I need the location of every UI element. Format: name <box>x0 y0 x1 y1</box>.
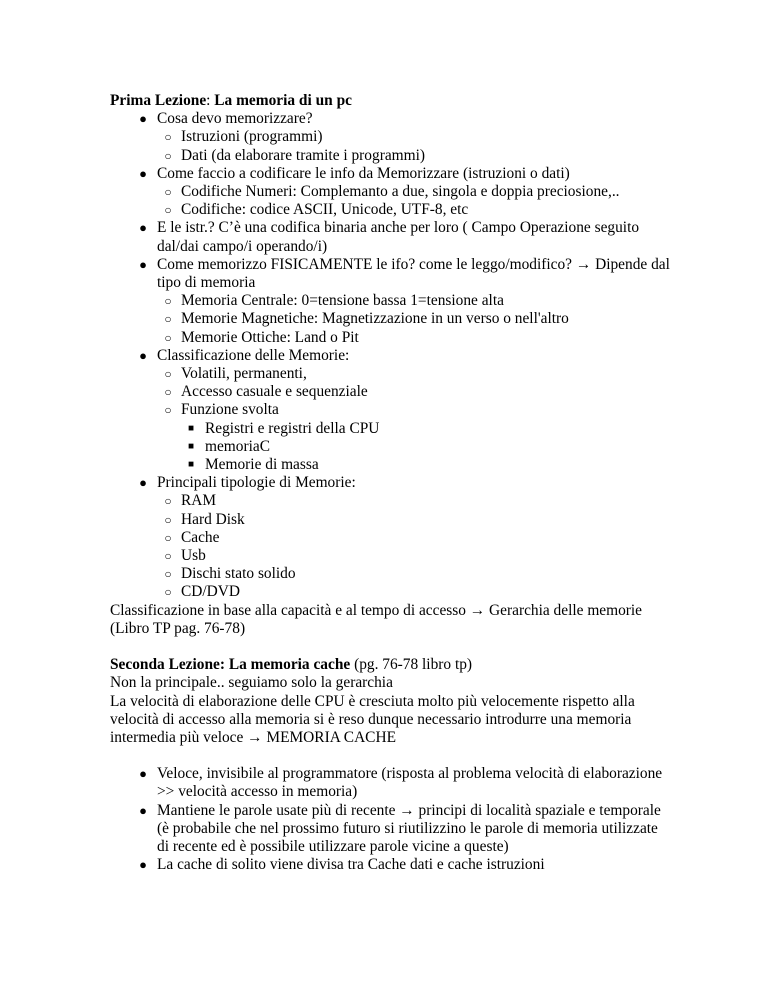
list-item-level-2 <box>110 201 670 219</box>
section-spacer <box>110 638 670 656</box>
list-item-text: Memoria Centrale: 0=tensione bassa 1=tensione alta <box>181 292 504 310</box>
list-item-text: Usb <box>181 547 206 565</box>
bullet-icon: ● <box>139 220 147 236</box>
bullet-icon: ● <box>139 857 147 873</box>
list-item-level-2 <box>110 183 670 201</box>
bullet-icon: ● <box>139 165 147 181</box>
list-item-text: memoriaC <box>205 437 270 455</box>
list-item-text: CD/DVD <box>181 583 240 601</box>
lesson1-closing: Classificazione in base alla capacità e al tempo di accesso → Gerarchia delle memorie (Libro TP pag. 76-78) <box>110 601 643 637</box>
list-item-level-2 <box>110 292 670 310</box>
list-item-level-3 <box>110 438 670 456</box>
list-item-text: Memorie Magnetiche: Magnetizzazione in un verso o nell'altro <box>181 310 569 328</box>
list-item-text: Funzione svolta <box>181 401 279 419</box>
list-item-level-2 <box>110 401 670 419</box>
list-item-text: Dischi stato solido <box>181 565 296 583</box>
list-item-text: Codifiche Numeri: Complemanto a due, singola e doppia preciosione,.. <box>181 183 620 201</box>
lesson1-title-separator: : <box>206 92 215 109</box>
list-item-level-2 <box>110 511 670 529</box>
circle-bullet-icon: ○ <box>164 367 172 382</box>
lesson2-title-bold: Seconda Lezione: La memoria cache <box>110 656 351 674</box>
lesson2-title <box>110 656 670 674</box>
list-item-text: Classificazione delle Memorie: <box>157 346 350 364</box>
circle-bullet-icon: ○ <box>164 330 172 345</box>
list-item-level-2 <box>110 583 670 601</box>
circle-bullet-icon: ○ <box>164 294 172 309</box>
list-item-text: Come faccio a codificare le info da Memorizzare (istruzioni o dati) <box>157 164 570 182</box>
circle-bullet-icon: ○ <box>164 512 172 527</box>
circle-bullet-icon: ○ <box>164 530 172 545</box>
circle-bullet-icon: ○ <box>164 385 172 400</box>
list-item-level-1 <box>110 347 670 365</box>
circle-bullet-icon: ○ <box>164 567 172 582</box>
circle-bullet-icon: ○ <box>164 203 172 218</box>
list-item-text: Cache <box>181 528 220 546</box>
list-item-level-1 <box>110 110 670 128</box>
list-item-level-2 <box>110 492 670 510</box>
list-item-text: Principali tipologie di Memorie: <box>157 474 356 492</box>
circle-bullet-icon: ○ <box>164 549 172 564</box>
list-item-level-2 <box>110 529 670 547</box>
bullet-icon: ● <box>139 802 147 818</box>
list-item-text: E le istr.? C’è una codifica binaria anche per loro ( Campo Operazione seguito dal/dai campo/i operando/i) <box>157 219 640 255</box>
list-item-level-2 <box>110 365 670 383</box>
bullet-icon: ● <box>139 111 147 127</box>
list-item-level-3 <box>110 456 670 474</box>
list-item-level-3 <box>110 420 670 438</box>
list-item-level-2 <box>110 128 670 146</box>
lesson1-title <box>110 92 670 110</box>
bullet-icon: ● <box>139 766 147 782</box>
square-bullet-icon: ■ <box>187 440 195 452</box>
list-item-text: Istruzioni (programmi) <box>181 128 323 146</box>
list-item-text: Cosa devo memorizzare? <box>157 110 313 128</box>
list-item-level-1 <box>110 856 670 874</box>
bullet-icon: ● <box>139 256 147 272</box>
list-item-level-2 <box>110 383 670 401</box>
list-item-text: RAM <box>181 492 217 510</box>
list-item-text: Codifiche: codice ASCII, Unicode, UTF-8, etc <box>181 201 469 219</box>
list-item-level-1 <box>110 256 670 292</box>
list-item-level-2 <box>110 565 670 583</box>
lesson1-outline <box>110 110 670 601</box>
list-item-level-2 <box>110 310 670 328</box>
list-item-level-2 <box>110 147 670 165</box>
list-item-level-2 <box>110 329 670 347</box>
list-item-text: Accesso casuale e sequenziale <box>181 383 368 401</box>
list-item-level-1 <box>110 219 670 255</box>
list-item-text: Memorie di massa <box>205 456 319 474</box>
circle-bullet-icon: ○ <box>164 585 172 600</box>
lesson1-title-rest: La memoria di un pc <box>214 92 352 109</box>
lesson2-paragraph-1: Non la principale.. seguiamo solo la gerarchia <box>110 674 393 692</box>
list-item-text: Hard Disk <box>181 510 245 528</box>
bullet-icon: ● <box>139 347 147 363</box>
list-item-level-2 <box>110 547 670 565</box>
list-item-level-1 <box>110 165 670 183</box>
square-bullet-icon: ■ <box>187 459 195 471</box>
circle-bullet-icon: ○ <box>164 185 172 200</box>
lesson2-title-rest: (pg. 76-78 libro tp) <box>350 656 473 674</box>
list-item-text: Registri e registri della CPU <box>205 419 380 437</box>
list-item-level-1 <box>110 765 670 801</box>
list-item-text: Mantiene le parole usate più di recente → principi di località spaziale e temporale (è probabile che nel prossimo futuro si riutilizzino le parole di memoria utilizzate di recente ed è possibile utilizzare parole vicine a queste) <box>157 801 661 855</box>
list-item-text: Dati (da elaborare tramite i programmi) <box>181 146 426 164</box>
list-item-text: Memorie Ottiche: Land o Pit <box>181 328 359 346</box>
lesson2-outline <box>110 765 670 874</box>
list-item-text: La cache di solito viene divisa tra Cache dati e cache istruzioni <box>157 856 545 874</box>
list-item-text: Come memorizzo FISICAMENTE le ifo? come le leggo/modifico? → Dipende dal tipo di memoria <box>157 255 670 292</box>
circle-bullet-icon: ○ <box>164 148 172 163</box>
circle-bullet-icon: ○ <box>164 494 172 509</box>
lesson2-paragraph-2: La velocità di elaborazione delle CPU è cresciuta molto più velocemente rispetto alla velocità di accesso alla memoria si è reso dunque necessario introdurre una memoria intermedia più veloce → MEMORIA CACHE <box>110 692 635 746</box>
list-item-text: Volatili, permanenti, <box>181 365 307 383</box>
square-bullet-icon: ■ <box>187 422 195 434</box>
circle-bullet-icon: ○ <box>164 130 172 145</box>
list-spacer <box>110 747 670 765</box>
lesson1-title-label: Prima Lezione <box>110 92 207 109</box>
document-body <box>110 92 670 874</box>
list-item-level-1 <box>110 474 670 492</box>
list-item-text: Veloce, invisibile al programmatore (risposta al problema velocità di elaborazione >> velocità accesso in memoria) <box>157 765 663 801</box>
bullet-icon: ● <box>139 475 147 491</box>
circle-bullet-icon: ○ <box>164 312 172 327</box>
circle-bullet-icon: ○ <box>164 403 172 418</box>
list-item-level-1 <box>110 802 670 857</box>
